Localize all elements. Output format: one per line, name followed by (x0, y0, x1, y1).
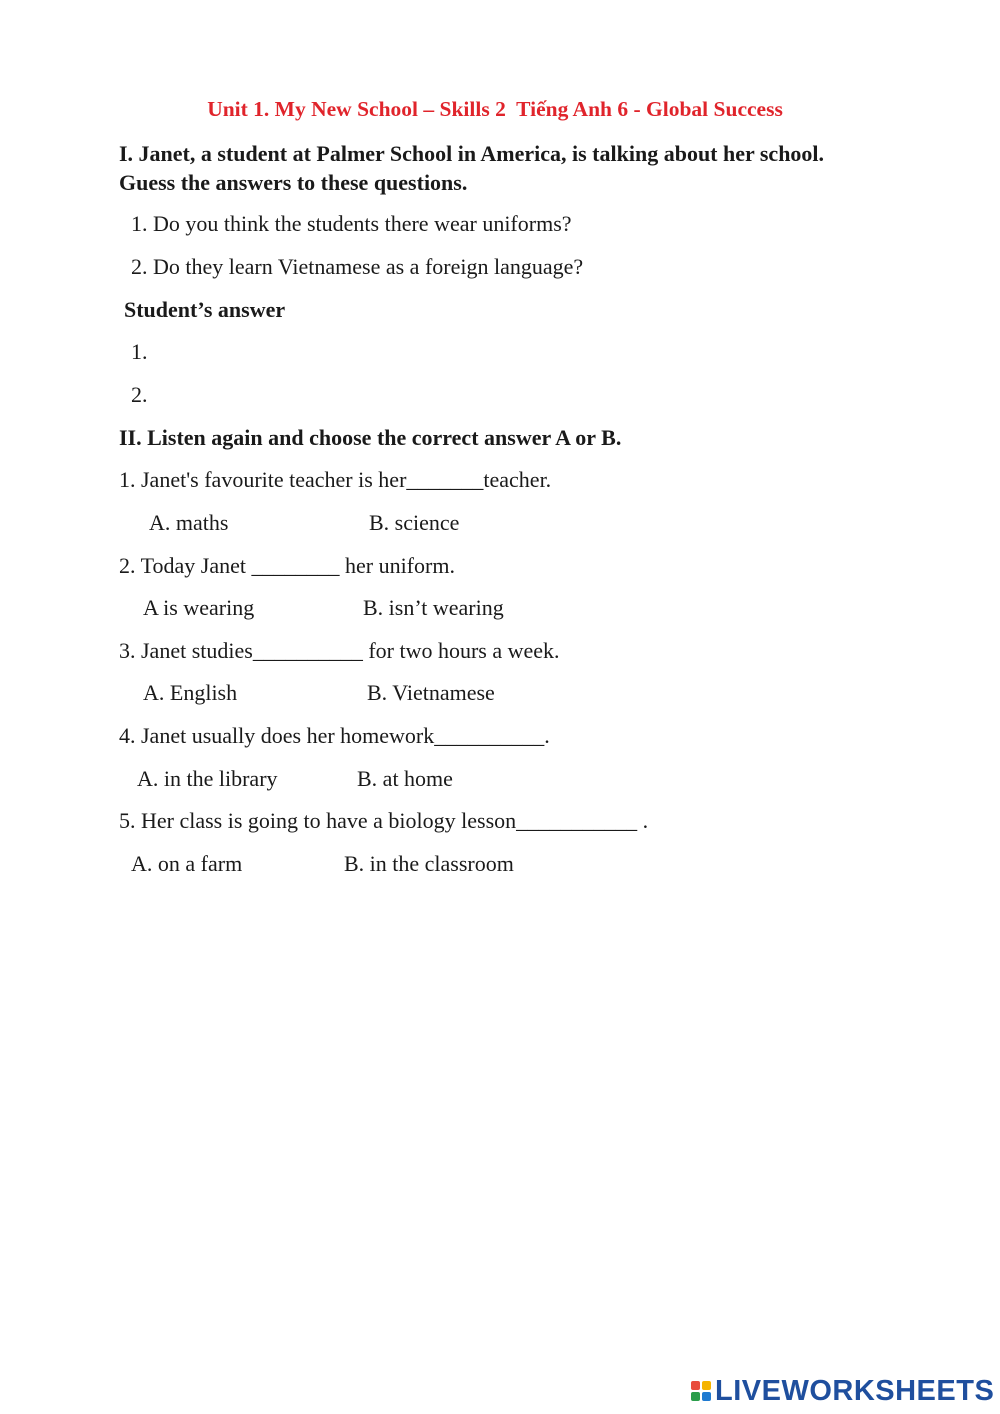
liveworksheets-logo-icon (691, 1381, 711, 1401)
liveworksheets-logo[interactable] (691, 1374, 994, 1408)
mc-option-1a[interactable]: A. maths (149, 510, 229, 535)
logo-square-2 (702, 1381, 711, 1390)
mc-question-5: 5. Her class is going to have a biology lesson___________ . (119, 808, 649, 833)
student-answer-heading: Student’s answer (124, 297, 286, 322)
mc-option-5b[interactable]: B. in the classroom (344, 851, 514, 876)
mc-question-3: 3. Janet studies__________ for two hours a week. (119, 638, 560, 663)
mc-option-1b[interactable]: B. science (369, 510, 460, 535)
mc-question-1: 1. Janet's favourite teacher is her_______teacher. (119, 467, 552, 492)
logo-text: LIVEWORKSHEETS (715, 1374, 995, 1407)
mc-question-2: 2. Today Janet ________ her uniform. (119, 553, 455, 578)
mc-option-2a[interactable]: A is wearing (143, 595, 255, 620)
mc-option-5a[interactable]: A. on a farm (131, 851, 243, 876)
student-answer-2[interactable]: 2. (131, 382, 148, 407)
student-answer-1[interactable]: 1. (131, 339, 148, 364)
guess-question-2: 2. Do they learn Vietnamese as a foreign language? (131, 254, 584, 279)
mc-option-4a[interactable]: A. in the library (137, 766, 278, 791)
section1-heading-line1: I. Janet, a student at Palmer School in America, is talking about her school. (119, 141, 825, 166)
mc-option-2b[interactable]: B. isn’t wearing (363, 595, 504, 620)
section2-heading: II. Listen again and choose the correct answer A or B. (119, 425, 622, 450)
guess-question-1: 1. Do you think the students there wear uniforms? (131, 211, 572, 236)
mc-question-4: 4. Janet usually does her homework__________. (119, 723, 550, 748)
logo-square-1 (691, 1381, 700, 1390)
logo-square-3 (691, 1392, 700, 1401)
mc-option-3a[interactable]: A. English (143, 680, 238, 705)
section1-heading-line2: Guess the answers to these questions. (119, 170, 468, 195)
mc-option-4b[interactable]: B. at home (357, 766, 453, 791)
mc-option-3b[interactable]: B. Vietnamese (367, 680, 495, 705)
page-title: Unit 1. My New School – Skills 2 Tiếng Anh 6 - Global Success (207, 97, 783, 121)
logo-square-4 (702, 1392, 711, 1401)
